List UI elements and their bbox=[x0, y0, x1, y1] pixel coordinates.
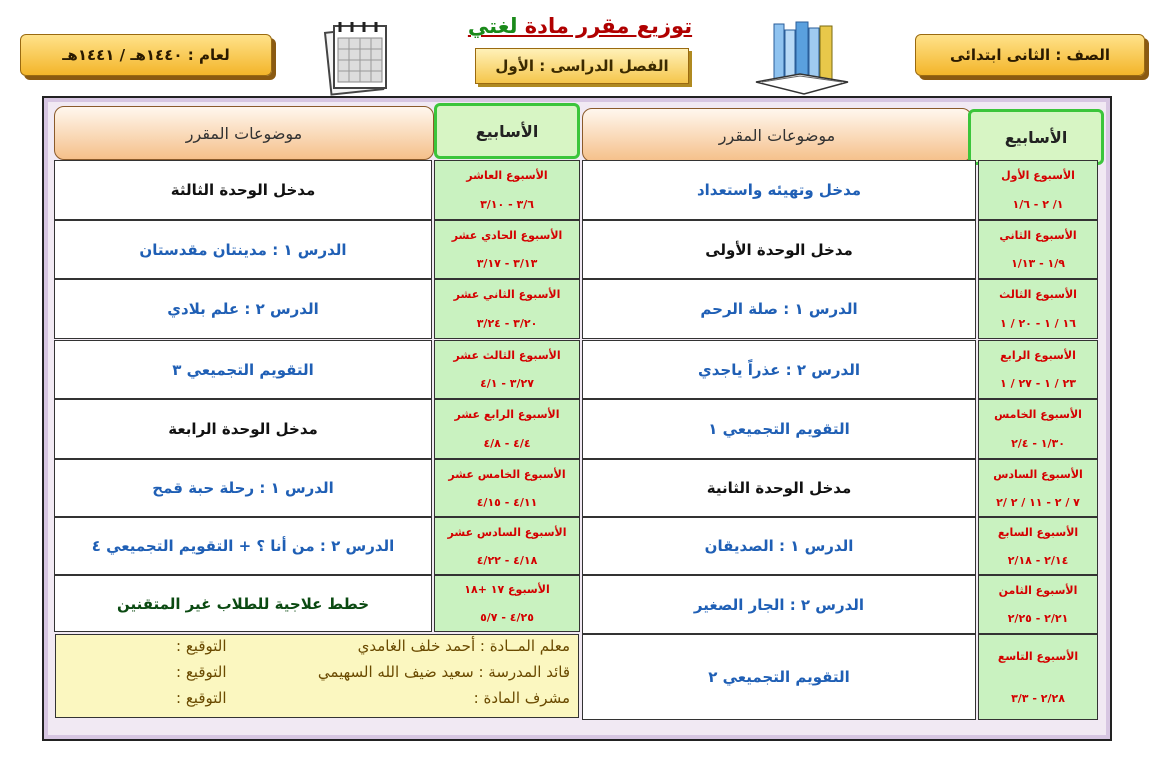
topic-cell bbox=[54, 220, 432, 279]
week-dates: ٢٣ / ١ - ٢٧ / ١ bbox=[1000, 377, 1076, 391]
signatures-box bbox=[55, 634, 579, 718]
week-cell bbox=[978, 459, 1098, 517]
topic-text: التقويم التجميعي ١ bbox=[708, 420, 850, 438]
weeks-header-left bbox=[434, 103, 580, 159]
topic-cell bbox=[582, 575, 976, 634]
title-main: توزيع مقرر مادة bbox=[517, 14, 693, 38]
weeks-header-left-label: الأسابيع bbox=[475, 121, 539, 141]
weeks-header-right-label: الأسابيع bbox=[1004, 127, 1068, 147]
week-dates: ٤/٢٥ - ٥/٧ bbox=[480, 610, 534, 624]
topics-header-left bbox=[54, 106, 434, 160]
topic-cell bbox=[54, 399, 432, 459]
title-subject: لغتي bbox=[467, 14, 518, 38]
topic-text: مدخل الوحدة الأولى bbox=[705, 240, 853, 259]
topic-text: مدخل الوحدة الثالثة bbox=[170, 181, 316, 199]
topics-header-left-label: موضوعات المقرر bbox=[185, 123, 303, 143]
week-dates: ١٦ / ١ - ٢٠ / ١ bbox=[1000, 317, 1076, 330]
topic-cell bbox=[582, 634, 976, 720]
week-dates: ٣/٢٠ - ٣/٢٤ bbox=[476, 317, 538, 330]
topic-cell bbox=[582, 160, 976, 220]
topic-cell bbox=[582, 340, 976, 399]
year-banner bbox=[20, 34, 272, 76]
topic-text: مدخل الوحدة الثانية bbox=[706, 479, 852, 497]
week-name: الأسبوع الثالث عشر bbox=[453, 348, 561, 362]
week-cell bbox=[978, 160, 1098, 220]
topic-text: خطط علاجية للطلاب غير المتقنين bbox=[116, 594, 370, 613]
week-dates: ٣/٢٧ - ٤/١ bbox=[480, 377, 534, 391]
week-dates: ٣/٦ - ٣/١٠ bbox=[480, 198, 534, 211]
week-cell bbox=[434, 160, 580, 220]
week-dates: ١/٩ - ١/١٣ bbox=[1011, 257, 1065, 271]
week-name: الأسبوع الثالث bbox=[999, 288, 1077, 301]
supervisor-sign-label: التوقيع : bbox=[176, 689, 227, 707]
week-cell bbox=[978, 220, 1098, 279]
topic-cell bbox=[54, 160, 432, 220]
teacher-signature-line: معلم المــادة : أحمد خلف الغامدي bbox=[357, 637, 570, 655]
week-cell bbox=[434, 279, 580, 339]
week-cell bbox=[978, 279, 1098, 339]
topic-text: الدرس ٢ : من أنا ؟ + التقويم التجميعي ٤ bbox=[91, 537, 395, 555]
week-name: الأسبوع التاسع bbox=[997, 649, 1079, 663]
week-dates: ١/ ٢ - ١/٦ bbox=[1012, 198, 1064, 211]
topic-cell bbox=[54, 517, 432, 575]
week-name: الأسبوع السابع bbox=[997, 525, 1079, 539]
week-dates: ٤/٤ - ٤/٨ bbox=[483, 437, 531, 450]
week-name: الأسبوع الرابع bbox=[1000, 348, 1076, 362]
page-title bbox=[440, 14, 720, 38]
week-cell bbox=[434, 220, 580, 279]
week-name: الأسبوع الخامس bbox=[994, 408, 1082, 421]
week-dates: ٢/٢١ - ٢/٢٥ bbox=[1007, 612, 1069, 626]
week-name: الأسبوع ١٧ +١٨ bbox=[464, 583, 550, 597]
week-cell bbox=[978, 340, 1098, 399]
week-cell bbox=[978, 575, 1098, 634]
topic-text: مدخل وتهيئه واستعداد bbox=[696, 181, 862, 199]
topic-text: الدرس ٢ : عذراً ياجدي bbox=[698, 360, 860, 379]
topic-cell bbox=[582, 279, 976, 339]
week-cell bbox=[434, 575, 580, 632]
week-dates: ٤/١١ - ٤/١٥ bbox=[476, 495, 538, 509]
week-dates: ٢/٢٨ - ٣/٣ bbox=[1011, 691, 1065, 705]
week-name: الأسبوع العاشر bbox=[466, 169, 548, 182]
topic-text: التقويم التجميعي ٣ bbox=[172, 360, 314, 379]
week-cell bbox=[978, 399, 1098, 459]
principal-sign-label: التوقيع : bbox=[176, 663, 227, 681]
week-name: الأسبوع الثاني bbox=[999, 228, 1077, 242]
week-cell bbox=[434, 399, 580, 459]
topic-text: الدرس ٢ : علم بلادي bbox=[167, 300, 319, 318]
topic-text: مدخل الوحدة الرابعة bbox=[168, 420, 318, 438]
week-name: الأسبوع الرابع عشر bbox=[454, 408, 560, 421]
topics-header-right-label: موضوعات المقرر bbox=[718, 125, 836, 145]
week-cell bbox=[978, 517, 1098, 575]
teacher-sign-label: التوقيع : bbox=[176, 637, 227, 655]
topic-text: الدرس ١ : مدينتان مقدستان bbox=[139, 240, 347, 259]
week-name: الأسبوع الثاني عشر bbox=[453, 288, 561, 301]
week-name: الأسبوع الأول bbox=[1001, 169, 1075, 182]
year-label: لعام : ١٤٤٠هـ / ١٤٤١هـ bbox=[62, 46, 230, 64]
topic-cell bbox=[54, 279, 432, 339]
topic-cell bbox=[54, 340, 432, 399]
topic-text: الدرس ١ : الصديقان bbox=[704, 537, 854, 555]
calendar-icon bbox=[322, 20, 394, 98]
week-cell bbox=[978, 634, 1098, 720]
week-name: الأسبوع الثامن bbox=[998, 583, 1078, 597]
weeks-header-right bbox=[968, 109, 1104, 165]
principal-signature-line: قائد المدرسة : سعيد ضيف الله السهيمي bbox=[317, 663, 570, 681]
topic-cell bbox=[54, 575, 432, 632]
topic-cell bbox=[582, 459, 976, 517]
week-cell bbox=[434, 459, 580, 517]
topic-text: التقويم التجميعي ٢ bbox=[708, 668, 850, 686]
topic-cell bbox=[582, 399, 976, 459]
week-dates: ٢/١٤ - ٢/١٨ bbox=[1007, 553, 1069, 567]
books-icon bbox=[752, 16, 852, 100]
week-name: الأسبوع الخامس عشر bbox=[448, 467, 566, 481]
week-dates: ٣/١٣ - ٣/١٧ bbox=[476, 257, 538, 271]
topics-header-right bbox=[582, 108, 972, 162]
grade-banner bbox=[915, 34, 1145, 76]
semester-banner bbox=[475, 48, 689, 84]
week-name: الأسبوع السادس عشر bbox=[447, 525, 567, 539]
topic-cell bbox=[582, 517, 976, 575]
topic-text: الدرس ١ : صلة الرحم bbox=[700, 300, 858, 318]
supervisor-signature-line: مشرف المادة : bbox=[473, 689, 570, 707]
week-cell bbox=[434, 340, 580, 399]
week-name: الأسبوع السادس bbox=[993, 467, 1083, 481]
week-dates: ٤/١٨ - ٤/٢٢ bbox=[476, 553, 538, 567]
topic-text: الدرس ١ : رحلة حبة قمح bbox=[152, 479, 334, 497]
week-dates: ٧ / ٢ - ١١ / ٢ /٢ bbox=[996, 495, 1080, 509]
grade-label: الصف : الثانى ابتدائى bbox=[950, 46, 1110, 64]
week-dates: ١/٣٠ - ٢/٤ bbox=[1011, 437, 1065, 450]
week-cell bbox=[434, 517, 580, 575]
topic-cell bbox=[582, 220, 976, 279]
week-name: الأسبوع الحادي عشر bbox=[451, 228, 563, 242]
semester-label: الفصل الدراسى : الأول bbox=[495, 57, 669, 75]
topic-cell bbox=[54, 459, 432, 517]
topic-text: الدرس ٢ : الجار الصغير bbox=[693, 595, 865, 614]
